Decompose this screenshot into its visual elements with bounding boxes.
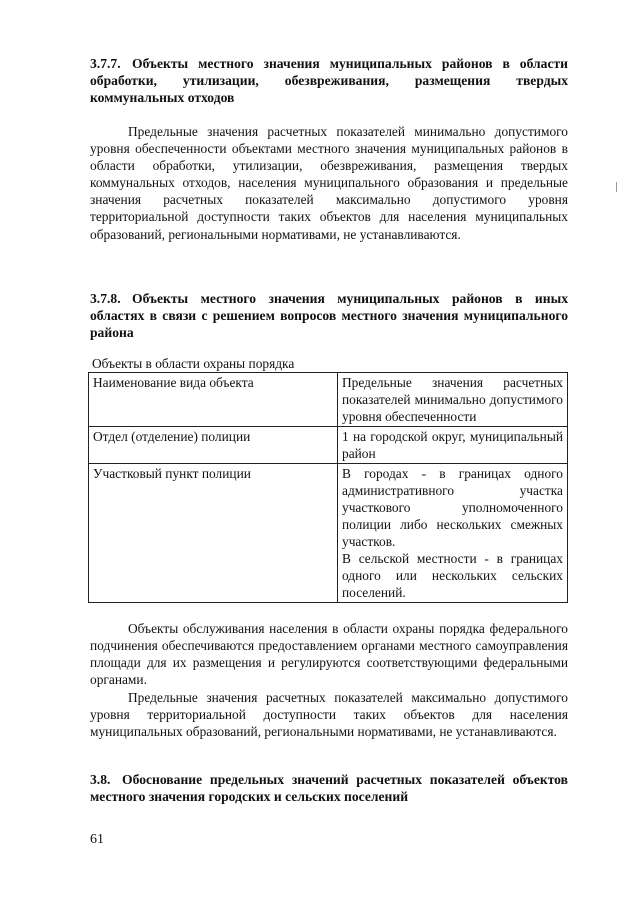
section-title: Объекты местного значения муниципальных районов в области обработки, утилизации, обезвреживания, размещения твердых коммунальных отходов	[90, 56, 568, 105]
section-title: Объекты местного значения муниципальных районов в иных областях в связи с решением вопросов местного значения муниципального района	[90, 291, 568, 340]
section-heading-3-7-7	[90, 55, 568, 106]
section-heading-3-7-8	[90, 290, 568, 341]
row-value-text: В сельской местности - в границах одного или нескольких сельских поселений.	[342, 551, 563, 600]
paragraph-2: Объекты обслуживания населения в области охраны порядка федерального подчинения обеспечиваются предоставлением органами местного самоуправления площади для их размещения и регулируются соответствующими федеральными органами.	[90, 621, 568, 688]
section-title: Обоснование предельных значений расчетных показателей объектов местного значения городских и сельских поселений	[90, 772, 568, 804]
table-row	[89, 427, 568, 464]
paragraph-3: Предельные значения расчетных показателей максимально допустимого уровня территориальной доступности таких объектов для населения муниципальных образований, региональными нормативами, не устанавливаются.	[90, 690, 568, 740]
row-value-cell	[338, 464, 568, 603]
section-number: 3.8.	[90, 772, 111, 787]
table-caption: Объекты в области охраны порядка	[92, 356, 295, 371]
row-value-text: В городах - в границах одного административного участка участкового уполномоченного полиции либо нескольких смежных участков.	[342, 466, 563, 549]
section-number: 3.7.8.	[90, 291, 121, 306]
table-header-row	[89, 373, 568, 427]
row-name-cell: Участковый пункт полиции	[89, 464, 338, 603]
paragraph-1: Предельные значения расчетных показателей минимально допустимого уровня обеспеченности объектами местного значения муниципальных районов в области обработки, утилизации, обезвреживания, размещения твердых коммунальных отходов, населения муниципального образования и предельные значения расчетных показателей максимально допустимого уровня территориальной доступности таких объектов для населения муниципальных образований, региональными нормативами, не устанавливаются.	[90, 124, 568, 242]
section-number: 3.7.7.	[90, 56, 121, 71]
table-row	[89, 464, 568, 603]
scan-mark	[616, 182, 617, 192]
row-value-cell	[338, 427, 568, 464]
header-cell-name: Наименование вида объекта	[89, 373, 338, 427]
row-name-cell: Отдел (отделение) полиции	[89, 427, 338, 464]
section-heading-3-8	[90, 771, 568, 805]
row-value-text: 1 на городской округ, муниципальный район	[342, 429, 563, 461]
header-cell-values: Предельные значения расчетных показателей минимально допустимого уровня обеспеченности	[338, 373, 568, 427]
page-number: 61	[90, 832, 104, 847]
police-objects-table	[88, 372, 568, 603]
